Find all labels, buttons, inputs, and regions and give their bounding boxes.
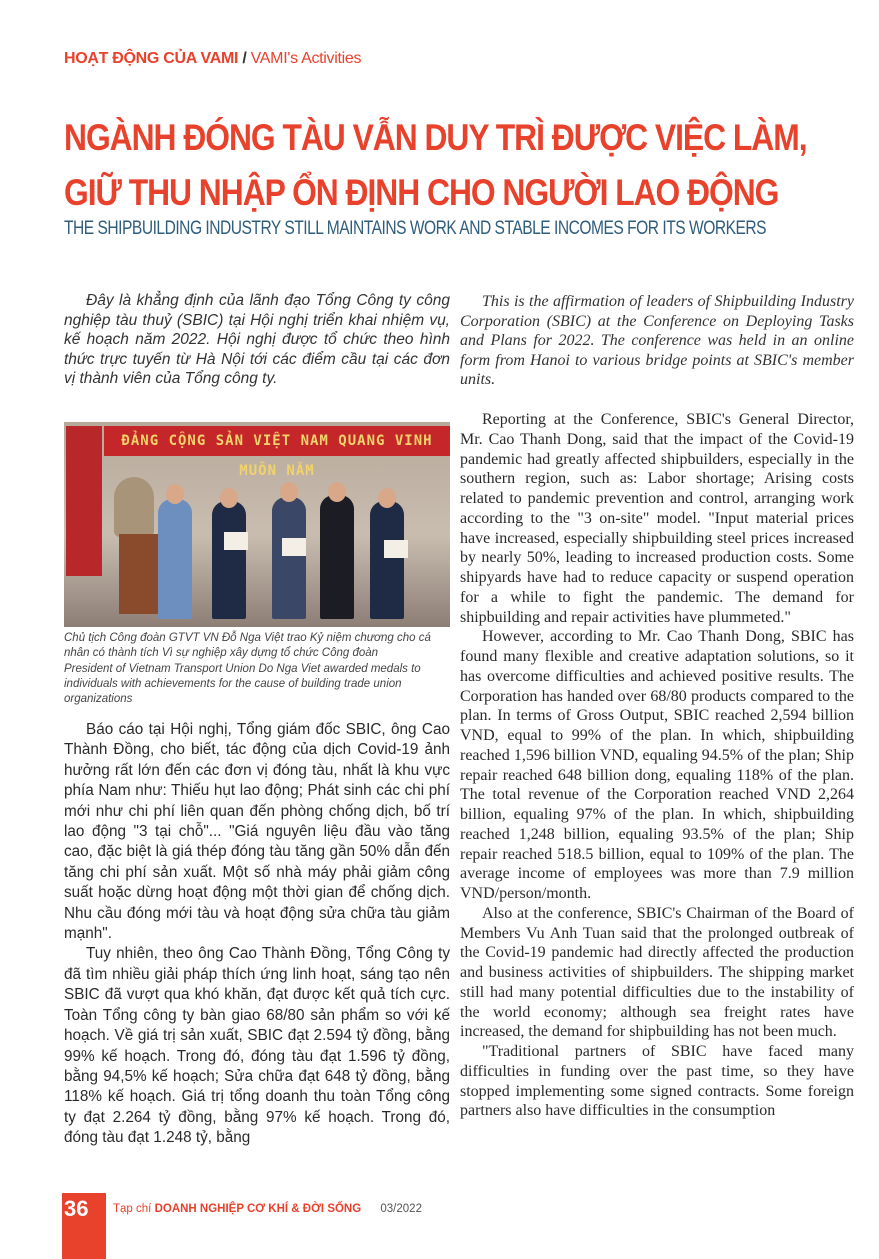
certificate bbox=[384, 540, 408, 558]
paragraph: Báo cáo tại Hội nghị, Tổng giám đốc SBIC, ông Cao Thành Đồng, cho biết, tác động của dịch Covid-19 ảnh hưởng rất lớn đến các đơn vị đóng tàu, nhất là khu vực phía Nam như: Thiếu hụt lao động; Phát sinh các chi phí mới như chi phí liên quan đến phòng chống dịch, bố trí lao động "3 tại chỗ"... "Giá nguyên liệu đầu vào tăng cao, đặc biệt là giá thép đóng tàu tăng gần 50% dẫn đến tăng chi phí sản xuất. Một số nhà máy phải giảm công suất hoặc dừng hoạt động một thời gian để chống dịch. Nhu cầu đóng mới tàu và hoạt động sửa chữa tàu giảm mạnh". bbox=[64, 721, 450, 943]
certificate bbox=[224, 532, 248, 550]
person bbox=[370, 501, 404, 619]
photo-banner: ĐẢNG CỘNG SẢN VIỆT NAM QUANG VINH MUÔN NĂM bbox=[104, 426, 450, 456]
paragraph: "Traditional partners of SBIC have faced many difficulties in funding over the past time, so they have stopped implementing some signed contracts. Some foreign partners also have difficulties in the consumption bbox=[460, 1043, 854, 1120]
certificate bbox=[282, 538, 306, 556]
magazine-name: DOANH NGHIỆP CƠ KHÍ & ĐỜI SỐNG bbox=[154, 1203, 362, 1215]
issue-date: 03/2022 bbox=[380, 1203, 422, 1215]
paragraph: Also at the conference, SBIC's Chairman of the Board of Members Vu Anh Tuan said that the prolonged outbreak of the Covid-19 pandemic had directly affected the production and business activities of shipbuilders. The shipping market still had many potential difficulties due to the instability of the world economy; although sea freight rates have increased, the demand for shipbuilding has not been much. bbox=[460, 904, 854, 1041]
body-vi bbox=[64, 720, 450, 1149]
person bbox=[272, 497, 306, 619]
page-number: 36 bbox=[64, 1196, 89, 1221]
person bbox=[320, 495, 354, 619]
person bbox=[212, 501, 246, 619]
section-label-vi: HOẠT ĐỘNG CỦA VAMI bbox=[64, 50, 239, 67]
article-photo bbox=[64, 422, 450, 627]
paragraph: Reporting at the Conference, SBIC's General Director, Mr. Cao Thanh Dong, said that the impact of the Covid-19 pandemic had greatly affected shipbuilders, especially in the southern region, such as: Labor shortage; Arising costs related to pandemic prevention and control, arranging work according to the "3 on-site" model. "Input material prices have increased, especially shipbuilding steel prices increased by nearly 50%, leading to increased production costs. Some shipyards have had to reduce capacity or suspend operation for a while to fight the pandemic. The demand for shipbuilding and repair activities have plummeted." bbox=[460, 411, 854, 626]
person-head bbox=[280, 482, 298, 502]
side-banner bbox=[66, 426, 102, 576]
magazine-prefix: Tạp chí bbox=[113, 1203, 152, 1215]
bust-statue bbox=[114, 477, 154, 537]
caption-vi: Chủ tịch Công đoàn GTVT VN Đỗ Nga Việt trao Kỷ niệm chương cho cá nhân có thành tích Vì sự nghiệp xây dựng tổ chức Công đoàn bbox=[64, 632, 431, 660]
title-line-1: NGÀNH ĐÓNG TÀU VẪN DUY TRÌ ĐƯỢC VIỆC LÀM, bbox=[64, 117, 807, 158]
person-head bbox=[166, 484, 184, 504]
photo-caption bbox=[64, 631, 450, 707]
section-label-en: VAMI's Activities bbox=[250, 50, 362, 67]
intro-en: This is the affirmation of leaders of Shipbuilding Industry Corporation (SBIC) at the Conference on Deploying Tasks and Plans for 2022. The conference was held in an online form from Hanoi to various bridge points at SBIC's member units. bbox=[460, 293, 854, 389]
article-title bbox=[64, 110, 855, 220]
caption-en: President of Vietnam Transport Union Do Nga Viet awarded medals to individuals with achievements for the cause of building trade union organizations bbox=[64, 662, 421, 706]
article-subtitle: THE SHIPBUILDING INDUSTRY STILL MAINTAINS WORK AND STABLE INCOMES FOR ITS WORKERS bbox=[64, 218, 767, 239]
body-en bbox=[460, 410, 854, 1121]
paragraph: However, according to Mr. Cao Thanh Dong, SBIC has found many flexible and creative adaptation solutions, so it has overcome difficulties and achieved positive results. The Corporation has handed over 68/80 products compared to the plan. In terms of Gross Output, SBIC reached 2,594 billion VND, equal to 99% of the plan. In which, shipbuilding reached 1,596 billion VND, equaling 94.5% of the plan; Ship repair reached 648 billion dong, equaling 118% of the plan. The total revenue of the Corporation reached VND 2,264 billion, equaling 97% of the plan. In which, shipbuilding reached 1,248 billion, equaling 93.5% of the plan; Ship repair reached 518.5 billion, equal to 109% of the plan. The average income of employees was more than 7.9 million VND/person/month. bbox=[460, 628, 854, 902]
separator: / bbox=[242, 50, 247, 67]
person bbox=[158, 499, 192, 619]
section-label bbox=[64, 50, 361, 68]
title-line-2: GIỮ THU NHẬP ỔN ĐỊNH CHO NGƯỜI LAO ĐỘNG bbox=[64, 172, 779, 213]
person-head bbox=[220, 488, 238, 508]
footer bbox=[113, 1203, 422, 1215]
person-head bbox=[328, 482, 346, 502]
paragraph: Tuy nhiên, theo ông Cao Thành Đồng, Tổng Công ty đã tìm nhiều giải pháp thích ứng linh hoạt, sáng tạo nên SBIC đã vượt qua khó khăn, đạt được kết quả tích cực. Toàn Tổng công ty bàn giao 68/80 sản phẩm so với kế hoạch. Về giá trị sản xuất, SBIC đạt 2.594 tỷ đồng, bằng 99% kế hoạch. Trong đó, đóng tàu đạt 1.596 tỷ đồng, bằng 94,5% kế hoạch; Sửa chữa đạt 648 tỷ đồng, bằng 118% kế hoạch. Giá trị tổng doanh thu toàn Tổng công ty đạt 2.264 tỷ đồng, bằng 97% kế hoạch. Trong đó, đóng tàu đạt 1.248 tỷ, bằng bbox=[64, 945, 450, 1147]
person-head bbox=[378, 488, 396, 508]
intro-vi: Đây là khẳng định của lãnh đạo Tổng Công ty công nghiệp tàu thuỷ (SBIC) tại Hội nghị triển khai nhiệm vụ, kế hoạch năm 2022. Hội nghị được tổ chức theo hình thức trực tuyến từ Hà Nội tới các điểm cầu tại các đơn vị thành viên của Tổng công ty. bbox=[64, 292, 450, 388]
